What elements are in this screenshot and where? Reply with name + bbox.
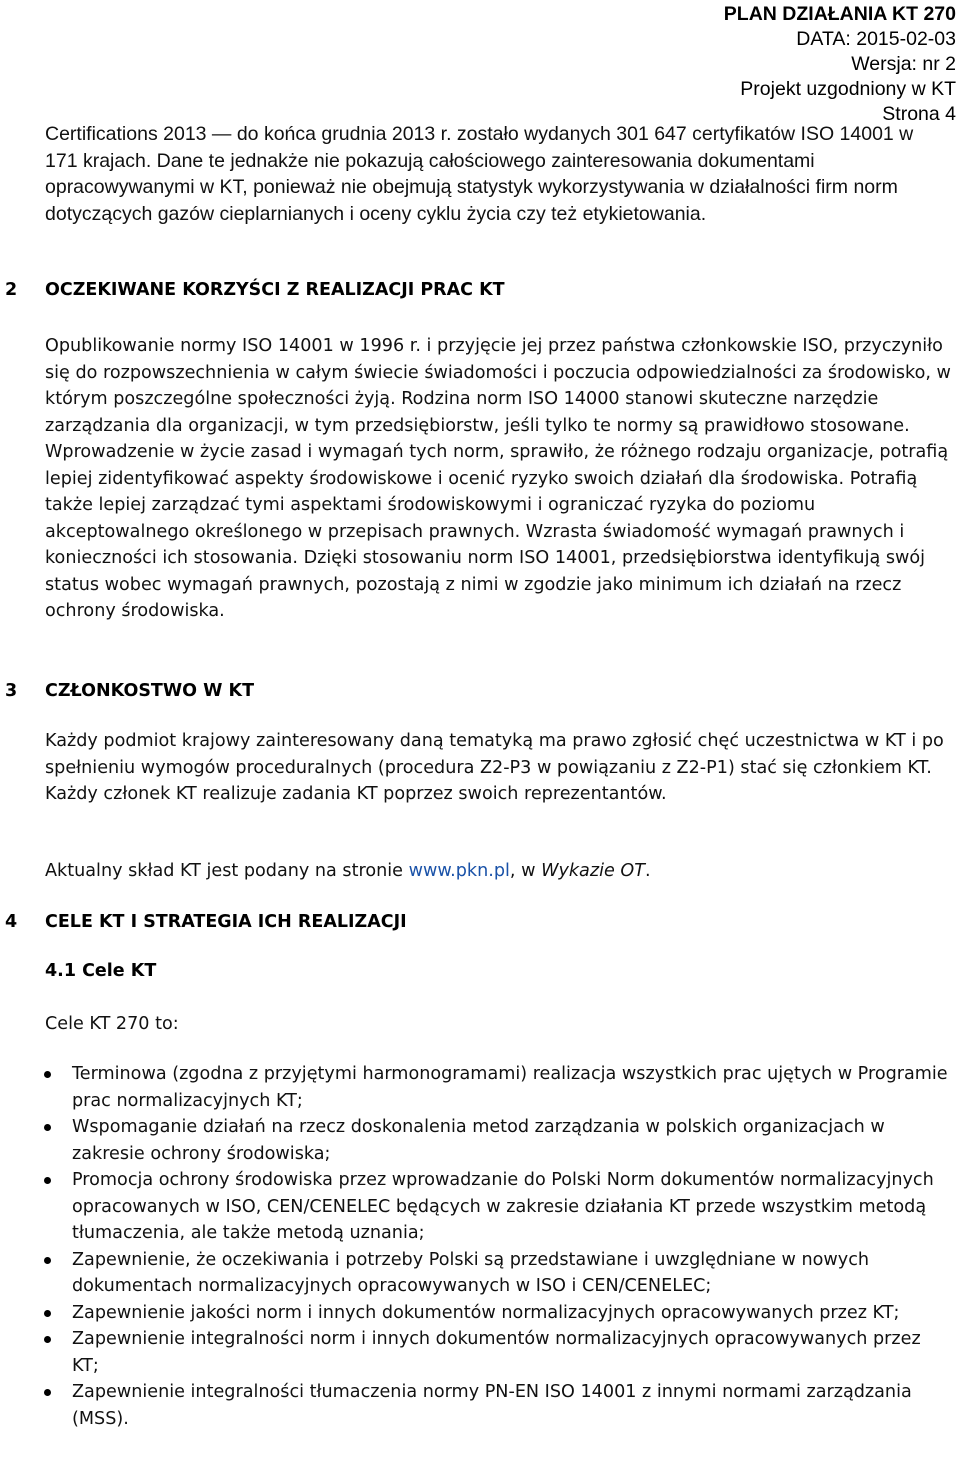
section-title: CELE KT I STRATEGIA ICH REALIZACJI [45, 912, 407, 932]
section-number: 3 [5, 681, 18, 701]
goal-item: Zapewnienie integralności tłumaczenia normy PN-EN ISO 14001 z innymi normami zarządzania (MSS). [0, 1379, 950, 1432]
goal-item: Terminowa (zgodna z przyjętymi harmonogramami) realizacja wszystkich prac ujętych w Programie prac normalizacyjnych KT; [0, 1061, 950, 1114]
goal-item: Promocja ochrony środowiska przez wprowadzanie do Polski Norm dokumentów normalizacyjnych opracowanych w ISO, CEN/CENELEC będących w zakresie działania KT przede wszystkim metodą tłumaczenia, ale także metodą uznania; [0, 1167, 950, 1247]
bullet-icon [44, 1124, 51, 1131]
section-number: 2 [5, 280, 18, 300]
composition-middle: , w [509, 861, 542, 881]
subsection-4-1-heading: 4.1 Cele KT [45, 961, 157, 981]
bullet-icon [44, 1071, 51, 1078]
bullet-icon [44, 1310, 51, 1317]
goal-item: Zapewnienie, że oczekiwania i potrzeby Polski są przedstawiane i uwzględniane w nowych dokumentach normalizacyjnych opracowywanych w ISO i CEN/CENELEC; [0, 1247, 950, 1300]
section-2-body: Opublikowanie normy ISO 14001 w 1996 r. i przyjęcie jej przez państwa członkowskie ISO, przyczyniło się do rozpowszechnienia w całym świecie świadomości i poczucia odpowiedzialności za środowisko, w którym poszczególne społeczności żyją. Rodzina norm ISO 14000 stanowi skuteczne narzędzie zarządzania dla organizacji, w tym przedsiębiorstw, jeśli tylko te normy są prawidłowo stosowane. Wprowadzenie w życie zasad i wymagań tych norm, sprawiło, że różnego rodzaju organizacje, potrafią lepiej zidentyfikować aspekty środowiskowe i ocenić ryzyko swoich działań dla środowiska. Potrafią także lepiej zarządzać tymi aspektami środowiskowymi i ograniczać ryzyka do poziomu akceptowalnego określonego w przepisach prawnych. Wzrasta świadomość wymagań prawnych i konieczności ich stosowania. Dzięki stosowaniu norm ISO 14001, przedsiębiorstwa identyfikują swój status wobec wymagań prawnych, pozostają z nimi w zgodzie jako minimum ich działań na rzecz ochrony środowiska. [45, 336, 951, 621]
composition-italic: Wykazie OT [541, 861, 645, 881]
header-version: Wersja: nr 2 [851, 53, 956, 75]
section-title: OCZEKIWANE KORZYŚCI Z REALIZACJI PRAC KT [45, 280, 505, 300]
section-3-composition [45, 858, 953, 885]
header-status: Projekt uzgodniony w KT [740, 78, 956, 100]
header-title: PLAN DZIAŁANIA KT 270 [723, 3, 956, 25]
goal-item: Zapewnienie integralności norm i innych dokumentów normalizacyjnych opracowywanych przez KT; [0, 1326, 950, 1379]
goal-item: Zapewnienie jakości norm i innych dokumentów normalizacyjnych opracowywanych przez KT; [0, 1300, 950, 1327]
goal-item: Wspomaganie działań na rzecz doskonalenia metod zarządzania w polskich organizacjach w zakresie ochrony środowiska; [0, 1114, 950, 1167]
bullet-icon [44, 1336, 51, 1343]
section-3-body: Każdy podmiot krajowy zainteresowany daną tematyką ma prawo zgłosić chęć uczestnictwa w KT i po spełnieniu wymogów proceduralnych (procedura Z2-P3 w powiązaniu z Z2-P1) stać się członkiem KT. Każdy członek KT realizuje zadania KT poprzez swoich reprezentantów. [45, 731, 944, 804]
section-number: 4 [5, 912, 18, 932]
header-page-number: Strona 4 [882, 103, 956, 125]
intro-paragraph: Certifications 2013 — do końca grudnia 2013 r. zostało wydanych 301 647 certyfikatów ISO 14001 w 171 krajach. Dane te jednakże nie pokazują całościowego zainteresowania dokumentami opracowywanymi w KT, ponieważ nie obejmują statystyk wykorzystywania w działalności firm norm dotyczących gazów cieplarnianych i oceny cyklu życia czy też etykietowania. [45, 123, 914, 225]
pkn-link[interactable]: www.pkn.pl [408, 861, 510, 881]
goals-intro: Cele KT 270 to: [45, 1014, 179, 1034]
composition-prefix: Aktualny skład KT jest podany na stronie [45, 861, 409, 881]
document-header [724, 2, 956, 127]
bullet-icon [44, 1389, 51, 1396]
goals-list [0, 1061, 950, 1432]
bullet-icon [44, 1257, 51, 1264]
header-date: DATA: 2015-02-03 [796, 28, 956, 50]
bullet-icon [44, 1177, 51, 1184]
section-title: CZŁONKOSTWO W KT [45, 681, 255, 701]
composition-suffix: . [644, 861, 651, 881]
